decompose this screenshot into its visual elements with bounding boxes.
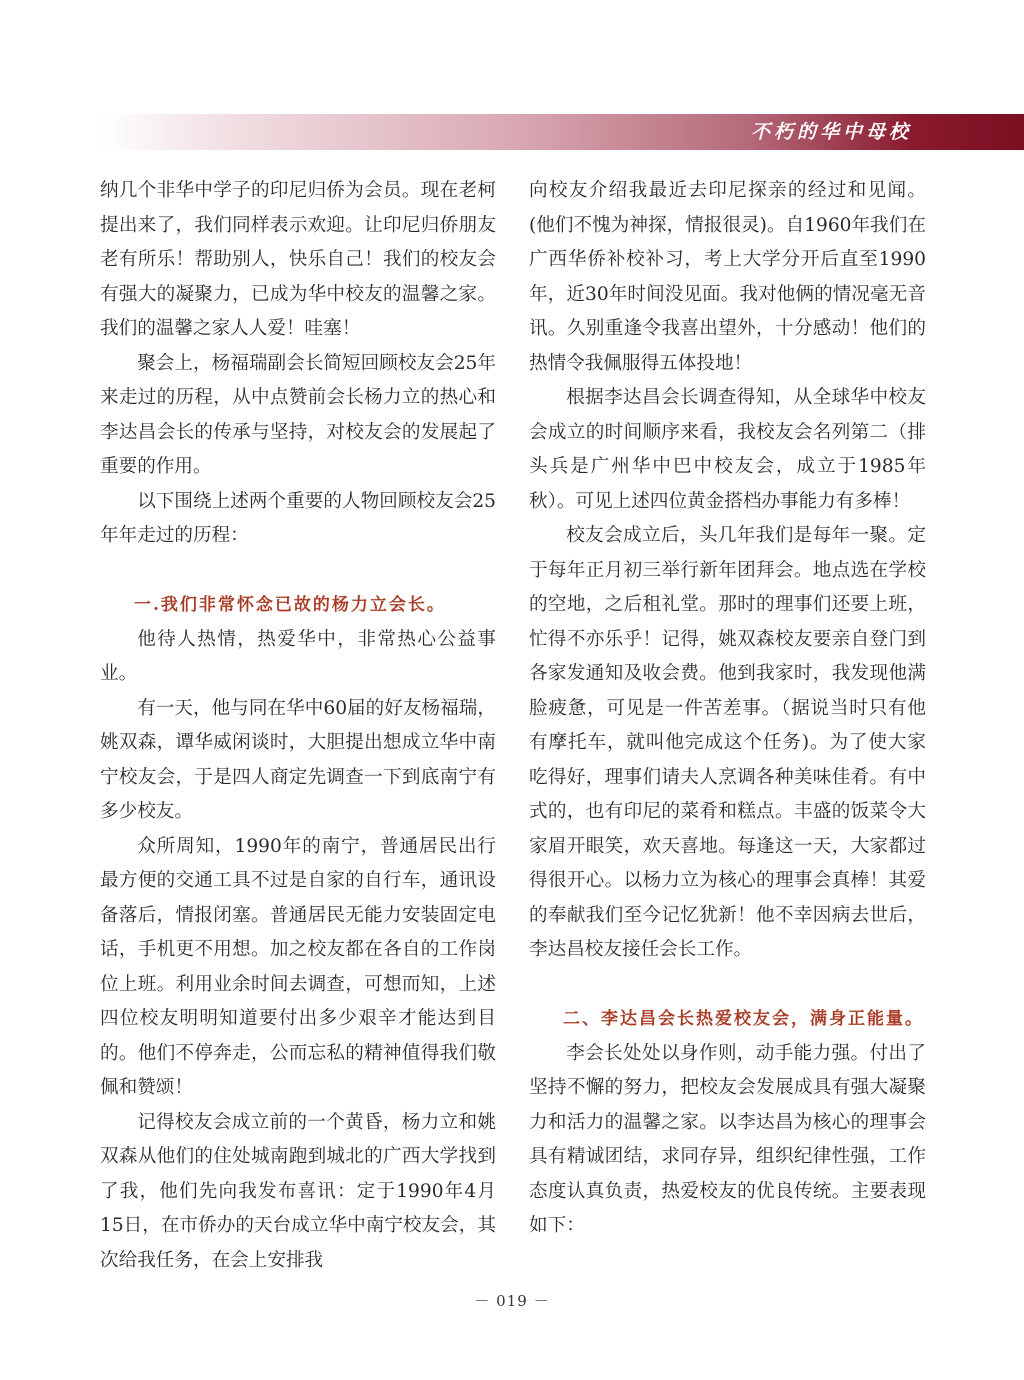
paragraph: 校友会成立后，头几年我们是每年一聚。定于每年正月初三举行新年团拜会。地点选在学校的空地，之后租礼堂。那时的理事们还要上班，忙得不亦乐乎！记得，姚双森校友要亲自登门到各家发通知及收会费。他到我家时，我发现他满脸疲惫，可见是一件苦差事。（据说当时只有他有摩托车，就叫他完成这个任务)。为了使大家吃得好，理事们请夫人烹调各种美味佳肴。有中式的，也有印尼的菜肴和糕点。丰盛的饭菜令大家眉开眼笑，欢天喜地。每逢这一天，大家都过得很开心。以杨力立为核心的理事会真棒！其爱的奉献我们至今记忆犹新！他不幸因病去世后，李达昌校友接任会长工作。	[529, 525, 926, 960]
section-heading: 二、李达昌会长热爱校友会，满身正能量。	[563, 1009, 924, 1029]
header-band	[100, 114, 1024, 150]
right-column	[529, 174, 926, 1244]
paragraph: 众所周知，1990年的南宁，普通居民出行最方便的交通工具不过是自家的自行车，通讯设备落后，情报闭塞。普通居民无能力安装固定电话，手机更不用想。加之校友都在各自的工作岗位上班。利用业余时间去调查，可想而知，上述四位校友明明知道要付出多少艰辛才能达到目的。他们不停奔走，公而忘私的精神值得我们敬佩和赞颂！	[100, 835, 496, 1098]
section-heading: 一.我们非常怀念已故的杨力立会长。	[134, 595, 446, 615]
paragraph: 纳几个非华中学子的印尼归侨为会员。现在老柯提出来了，我们同样表示欢迎。让印尼归侨朋友老有所乐！帮助别人，快乐自己！我们的校友会有强大的凝聚力，已成为华中校友的温馨之家。我们的温馨之家人人爱！哇塞！	[100, 180, 496, 339]
page-number: － 019 －	[474, 1292, 550, 1310]
spacer	[529, 968, 926, 1003]
paragraph: 有一天，他与同在华中60届的好友杨福瑞，姚双森，谭华威闲谈时，大胆提出想成立华中南宁校友会，于是四人商定先调查一下到底南宁有多少校友。	[100, 697, 496, 822]
paragraph: 根据李达昌会长调查得知，从全球华中校友会成立的时间顺序来看，我校友会名列第二（排头兵是广州华中巴中校友会，成立于1985年秋）。可见上述四位黄金搭档办事能力有多棒！	[529, 387, 926, 512]
spacer	[100, 554, 496, 589]
paragraph: 以下围绕上述两个重要的人物回顾校友会25年年走过的历程：	[100, 490, 496, 546]
paragraph: 李会长处处以身作则，动手能力强。付出了坚持不懈的努力，把校友会发展成具有强大凝聚力和活力的温馨之家。以李达昌为核心的理事会具有精诚团结，求同存异，组织纪律性强，工作态度认真负责，热爱校友的优良传统。主要表现如下：	[529, 1042, 926, 1236]
left-column	[100, 174, 496, 1278]
paragraph: 聚会上，杨福瑞副会长简短回顾校友会25年来走过的历程，从中点赞前会长杨力立的热心和李达昌会长的传承与坚持，对校友会的发展起了重要的作用。	[100, 352, 496, 477]
paragraph: 记得校友会成立前的一个黄昏，杨力立和姚双森从他们的住处城南跑到城北的广西大学找到了我，他们先向我发布喜讯：定于1990年4月15日，在市侨办的天台成立华中南宁校友会，其次给我任务，在会上安排我	[100, 1111, 496, 1271]
paragraph: 他待人热情，热爱华中，非常热心公益事业。	[100, 628, 496, 684]
paragraph: 向校友介绍我最近去印尼探亲的经过和见闻。(他们不愧为神探，情报很灵)。自1960年我们在广西华侨补校补习，考上大学分开后直至1990年，近30年时间没见面。我对他俩的情况毫无音讯。久别重逢令我喜出望外，十分感动！他们的热情令我佩服得五体投地！	[529, 180, 926, 374]
running-header-title: 不朽的华中母校	[750, 121, 912, 143]
